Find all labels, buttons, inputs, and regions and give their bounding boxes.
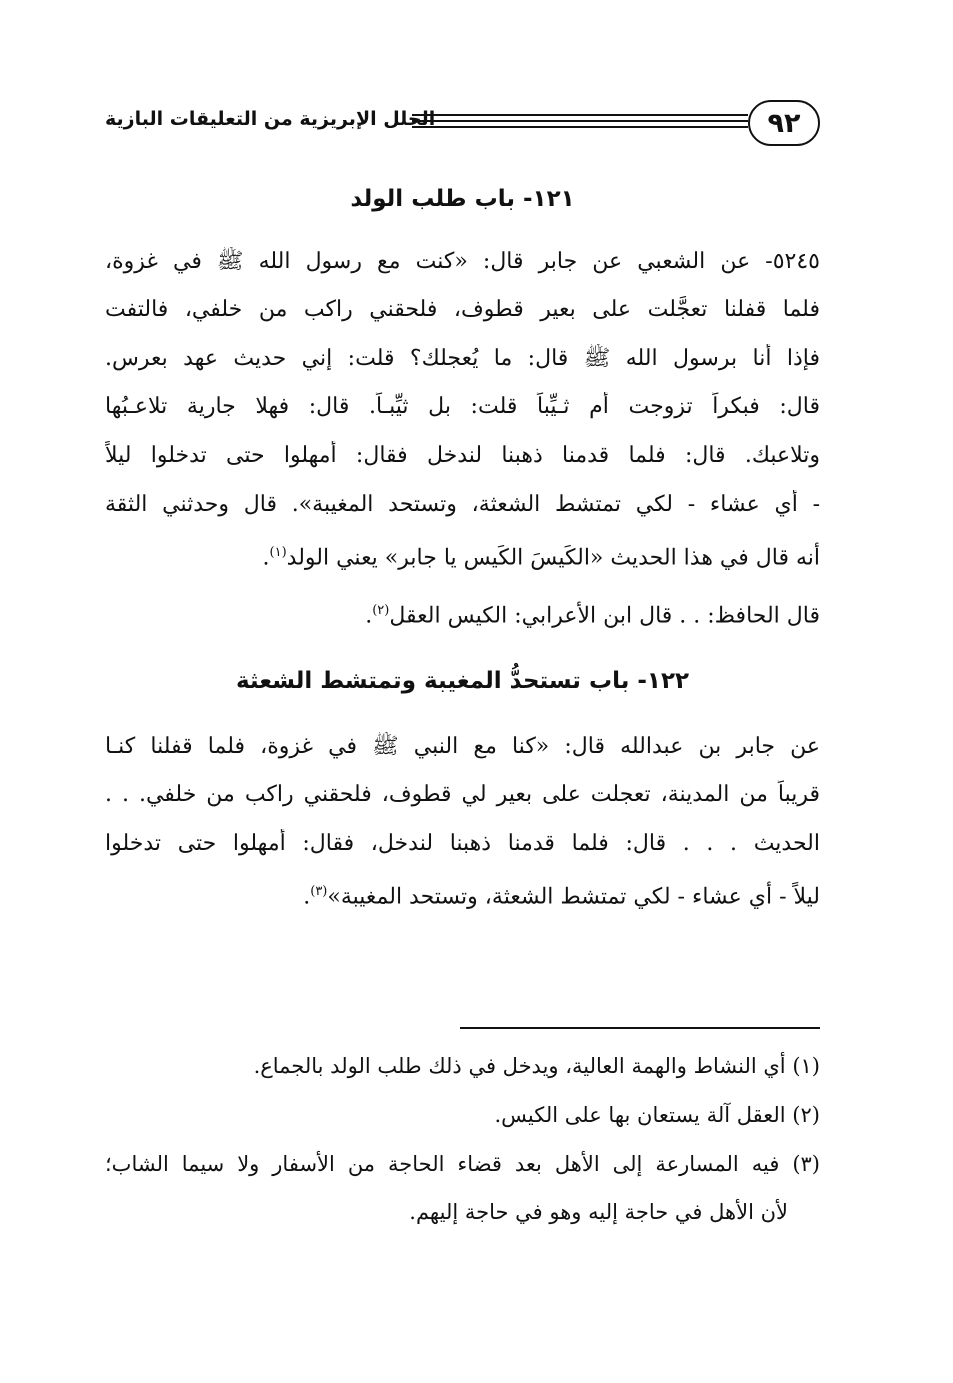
hafiz-comment: قال الحافظ: . . قال ابن الأعرابي: الكيس العقل$^{(٢)}$. [365,603,820,629]
header-rule [412,120,748,122]
chapter-122-line-3: الحديث . . . قال: فلما قدمنا ذهبنا لندخل، فقال: أمهلوا حتى تدخلوا [105,831,820,856]
page-number-badge: ٩٢ [748,100,820,146]
header-rule [412,126,748,128]
chapter-122-line-1: عن جابر بن عبدالله قال: «كنا مع النبي ﷺ في غزوة، فلما قفلنا كنـا [105,734,820,759]
chapter-122-line-2: قريباً من المدينة، تعجلت على بعير لي قطوف، فلحقني راكب من خلفي. . . [105,782,820,807]
chapter-121-line-4: قال: فبكراً تزوجت أم ثـيِّباً قلت: بل ثيِّبـاً. قال: فهلا جارية تلاعـبُها [105,394,820,419]
chapter-121-line-7: أنه قال في هذا الحديث «الكَيسَ الكَيس يا جابر» يعني الولد$^{(١)}$. [262,545,820,571]
chapter-122-heading: ١٢٢- باب تستحدُّ المغيبة وتمتشط الشعثة [235,668,690,694]
footnote-ref-1[interactable]: (١) [269,545,287,560]
running-book-title: الحلل الإبريزية من التعليقات البازية [105,108,436,130]
chapter-121-heading: ١٢١- باب طلب الولد [350,186,575,212]
footnote-1: (١) أي النشاط والهمة العالية، ويدخل في ذلك طلب الولد بالجماع. [253,1054,820,1078]
page-header [105,96,820,156]
chapter-122-line-4-text: ليلاً - أي عشاء - لكي تمتشط الشعثة، وتستحد المغيبة» [327,884,820,910]
chapter-121-line-5: وتلاعبك. قال: فلما قدمنا ذهبنا لندخل فقال: أمهلوا حتى تدخلوا ليلاً [105,443,820,468]
footnote-ref-3[interactable]: (٣) [310,884,328,899]
footnote-2: (٢) العقل آلة يستعان بها على الكيس. [494,1103,820,1127]
chapter-122-line-4: ليلاً - أي عشاء - لكي تمتشط الشعثة، وتستحد المغيبة»$^{(٣)}$. [303,884,820,910]
hafiz-comment-text: قال الحافظ: . . قال ابن الأعرابي: الكيس العقل [389,603,820,629]
chapter-121-line-3: فإذا أنا برسول الله ﷺ قال: ما يُعجلك؟ قلت: إني حديث عهد بعرس. [105,346,820,371]
footnote-separator [460,1027,820,1029]
chapter-121-line-2: فلما قفلنا تعجَّلت على بعير قطوف، فلحقني راكب من خلفي، فالتفت [105,297,820,322]
footnote-ref-2[interactable]: (٢) [372,603,390,618]
chapter-121-line-6: - أي عشاء - لكي تمتشط الشعثة، وتستحد المغيبة». قال وحدثني الثقة [105,492,820,517]
header-rule [412,114,748,116]
chapter-121-line-1: ٥٢٤٥- عن الشعبي عن جابر قال: «كنت مع رسول الله ﷺ في غزوة، [105,249,820,274]
footnote-3-line-1: (٣) فيه المسارعة إلى الأهل بعد قضاء الحاجة من الأسفار ولا سيما الشاب؛ [105,1152,820,1176]
footnote-3-line-2: لأن الأهل في حاجة إليه وهو في حاجة إليهم. [409,1200,788,1224]
chapter-121-line-7-text: أنه قال في هذا الحديث «الكَيسَ الكَيس يا جابر» يعني الولد [286,545,820,571]
